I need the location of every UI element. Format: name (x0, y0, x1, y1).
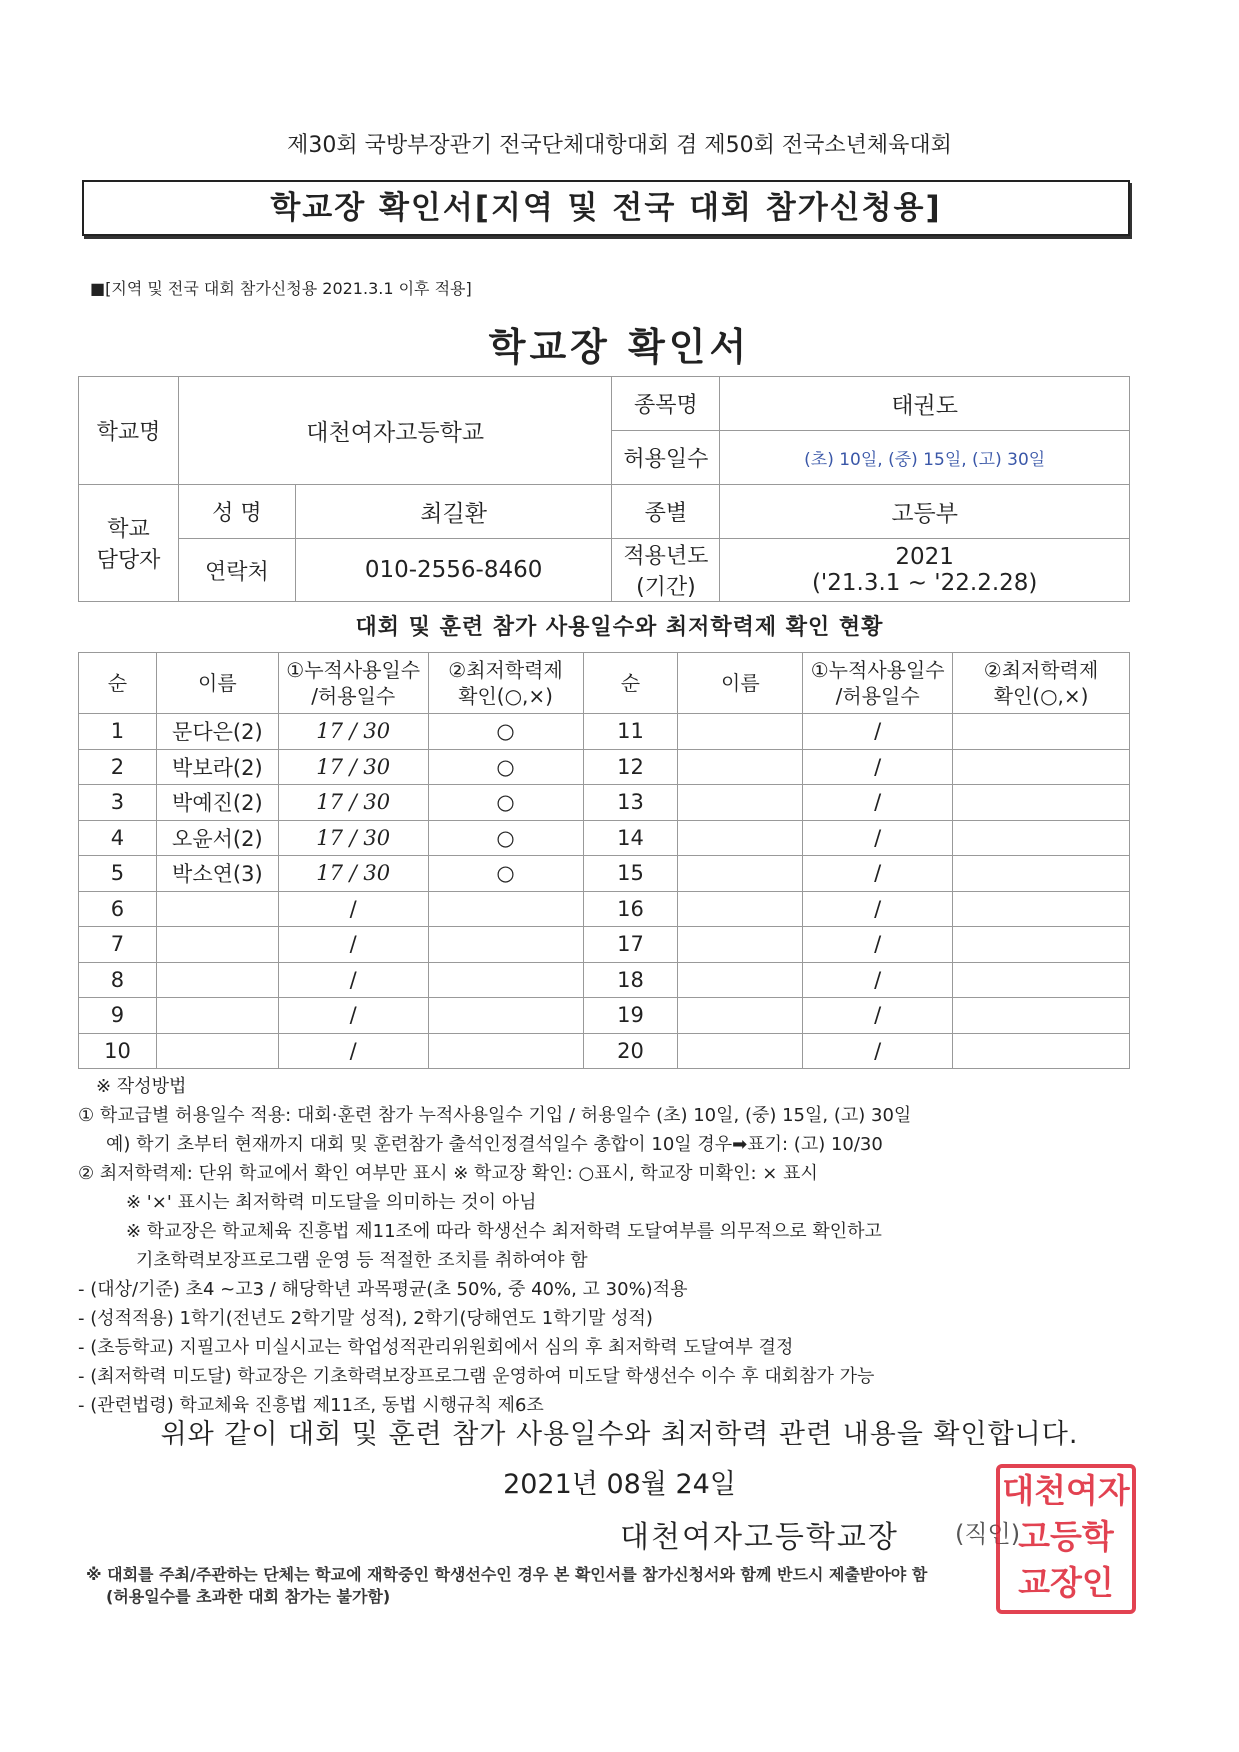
days-used: 17 / 30 (278, 820, 428, 856)
row-number: 20 (583, 1033, 678, 1069)
student-name (678, 820, 803, 856)
allowed-value: (초) 10일, (중) 15일, (고) 30일 (720, 431, 1130, 485)
manager-label (79, 485, 179, 602)
days-used: / (803, 1033, 953, 1069)
student-name (678, 927, 803, 963)
academic-check (953, 927, 1130, 963)
student-name (678, 785, 803, 821)
header-name: 이름 (156, 653, 278, 714)
period-value (720, 539, 1130, 602)
academic-check (428, 998, 583, 1034)
status-table (78, 652, 1130, 1069)
student-name: 문다은(2) (156, 714, 278, 750)
seal-line: 교장인 (1018, 1563, 1114, 1602)
row-number: 2 (79, 749, 157, 785)
info-table (78, 376, 1130, 602)
days-used: / (278, 962, 428, 998)
apply-note: ■[지역 및 전국 대회 참가신청용 2021.3.1 이후 적용] (90, 279, 472, 298)
table-row (79, 714, 1130, 750)
seal-line: 고등학 (1018, 1517, 1114, 1556)
student-name: 박예진(2) (156, 785, 278, 821)
allowed-label: 허용일수 (612, 431, 720, 485)
days-used: / (803, 749, 953, 785)
student-name (678, 749, 803, 785)
days-used: / (803, 785, 953, 821)
academic-check (953, 820, 1130, 856)
student-name (156, 998, 278, 1034)
academic-check (953, 891, 1130, 927)
table-row (79, 998, 1130, 1034)
category-value: 고등부 (720, 485, 1130, 539)
student-name (678, 962, 803, 998)
days-used: / (803, 714, 953, 750)
row-number: 12 (583, 749, 678, 785)
academic-check: ○ (428, 749, 583, 785)
student-name (156, 1033, 278, 1069)
instruction-line: - (관련법령) 학교체육 진흥법 제11조, 동법 시행규칙 제6조 (78, 1395, 544, 1416)
manager-label-1: 학교 (107, 517, 150, 542)
student-name: 오윤서(2) (156, 820, 278, 856)
sport-label: 종목명 (612, 377, 720, 431)
table-row (79, 749, 1130, 785)
student-name (678, 714, 803, 750)
table-row (79, 1033, 1130, 1069)
days-used: / (803, 927, 953, 963)
days-used: / (803, 998, 953, 1034)
table-row (79, 927, 1130, 963)
principal-name: 대천여자고등학교장 (620, 1520, 899, 1555)
seal-line: 대천여자 (1002, 1471, 1130, 1510)
doc-title: 학교장 확인서 (488, 325, 751, 369)
table-row (79, 785, 1130, 821)
row-number: 8 (79, 962, 157, 998)
category-label: 종별 (612, 485, 720, 539)
days-used: / (803, 962, 953, 998)
row-number: 3 (79, 785, 157, 821)
row-number: 11 (583, 714, 678, 750)
academic-check (953, 998, 1130, 1034)
header-no: 순 (79, 653, 157, 714)
academic-check (953, 785, 1130, 821)
row-number: 6 (79, 891, 157, 927)
instruction-line: - (초등학교) 지필고사 미실시교는 학업성적관리위원회에서 심의 후 최저학력 도달여부 결정 (78, 1337, 794, 1358)
student-name (156, 891, 278, 927)
header-box-title: 학교장 확인서[지역 및 전국 대회 참가신청용] (270, 190, 942, 226)
days-used: / (803, 856, 953, 892)
academic-check (953, 962, 1130, 998)
row-number: 14 (583, 820, 678, 856)
row-number: 4 (79, 820, 157, 856)
instruction-line: ※ 학교장은 학교체육 진흥법 제11조에 따라 학생선수 최저학력 도달여부를 의무적으로 확인하고 (126, 1221, 882, 1242)
instruction-line: - (성적적용) 1학기(전년도 2학기말 성적), 2학기(당해연도 1학기말 성적) (78, 1308, 653, 1329)
school-label: 학교명 (79, 377, 179, 485)
year-value: 2021 (895, 544, 954, 570)
table-row (79, 962, 1130, 998)
academic-check (953, 749, 1130, 785)
header-check-2: ②최저학력제 확인(○,×) (953, 653, 1130, 714)
seal-mark: (직인) (955, 1520, 1021, 1548)
row-number: 5 (79, 856, 157, 892)
row-number: 19 (583, 998, 678, 1034)
row-number: 10 (79, 1033, 157, 1069)
days-used: / (278, 998, 428, 1034)
instruction-line: - (최저학력 미도달) 학교장은 기초학력보장프로그램 운영하여 미도달 학생선수 이수 후 대회참가 가능 (78, 1366, 875, 1387)
table-row (79, 856, 1130, 892)
student-name (678, 1033, 803, 1069)
instruction-line: ※ '×' 표시는 최저학력 미도달을 의미하는 것이 아님 (126, 1192, 537, 1213)
table-row (79, 820, 1130, 856)
manager-label-2: 담당자 (96, 548, 161, 573)
instruction-line: 예) 학기 초부터 현재까지 대회 및 훈련참가 출석인정결석일수 총합이 10일 경우➡표기: (고) 10/30 (106, 1134, 883, 1155)
academic-check (953, 856, 1130, 892)
academic-check (428, 891, 583, 927)
days-used: / (803, 820, 953, 856)
academic-check: ○ (428, 856, 583, 892)
row-number: 9 (79, 998, 157, 1034)
period-label (612, 539, 720, 602)
days-used: 17 / 30 (278, 856, 428, 892)
contact-value: 010-2556-8460 (295, 539, 612, 602)
sport-value: 태권도 (720, 377, 1130, 431)
student-name (156, 927, 278, 963)
student-name (678, 891, 803, 927)
academic-check (428, 1033, 583, 1069)
header-days-2: ①누적사용일수 /허용일수 (803, 653, 953, 714)
instruction-line: 기초학력보장프로그램 운영 등 적절한 조치를 취하여야 함 (136, 1250, 588, 1271)
contact-label: 연락처 (178, 539, 295, 602)
row-number: 17 (583, 927, 678, 963)
academic-check (428, 927, 583, 963)
student-name (678, 998, 803, 1034)
academic-check (953, 1033, 1130, 1069)
academic-check: ○ (428, 820, 583, 856)
table-row (79, 891, 1130, 927)
school-name: 대천여자고등학교 (178, 377, 612, 485)
header-days: ①누적사용일수 /허용일수 (278, 653, 428, 714)
issue-date: 2021년 08월 24일 (503, 1469, 736, 1500)
row-number: 16 (583, 891, 678, 927)
period-label-2: (기간) (636, 575, 696, 600)
row-number: 13 (583, 785, 678, 821)
status-title: 대회 및 훈련 참가 사용일수와 최저학력제 확인 현황 (355, 615, 884, 640)
days-used: / (803, 891, 953, 927)
manager-name: 최길환 (295, 485, 612, 539)
row-number: 7 (79, 927, 157, 963)
row-number: 18 (583, 962, 678, 998)
header-box (82, 180, 1130, 236)
footnote (86, 1564, 927, 1608)
instruction-line: ① 학교급별 허용일수 적용: 대회·훈련 참가 누적사용일수 기입 / 허용일수 (초) 10일, (중) 15일, (고) 30일 (78, 1105, 912, 1126)
confirm-statement: 위와 같이 대회 및 훈련 참가 사용일수와 최저학력 관련 내용을 확인합니다. (160, 1419, 1079, 1450)
student-name (678, 856, 803, 892)
row-number: 15 (583, 856, 678, 892)
days-used: 17 / 30 (278, 785, 428, 821)
days-used: / (278, 927, 428, 963)
instruction-heading: ※ 작성방법 (96, 1076, 187, 1097)
student-name: 박소연(3) (156, 856, 278, 892)
period-range: ('21.3.1 ~ '22.2.28) (811, 570, 1038, 596)
row-number: 1 (79, 714, 157, 750)
academic-check: ○ (428, 785, 583, 821)
header-check: ②최저학력제 확인(○,×) (428, 653, 583, 714)
instruction-line: - (대상/기준) 초4 ~고3 / 해당학년 과목평균(초 50%, 중 40%, 고 30%)적용 (78, 1279, 688, 1300)
header-no-2: 순 (583, 653, 678, 714)
instruction-line: ② 최저학력제: 단위 학교에서 확인 여부만 표시 ※ 학교장 확인: ○표시, 학교장 미확인: × 표시 (78, 1163, 818, 1184)
student-name (156, 962, 278, 998)
period-label-1: 적용년도 (623, 544, 709, 569)
days-used: 17 / 30 (278, 749, 428, 785)
footnote-line: ※ 대회를 주최/주관하는 단체는 학교에 재학중인 학생선수인 경우 본 확인서를 참가신청서와 함께 반드시 제출받아야 함 (86, 1565, 928, 1584)
days-used: 17 / 30 (278, 714, 428, 750)
instructions (78, 1072, 1138, 1420)
footnote-line: (허용일수를 초과한 대회 참가는 불가함) (106, 1587, 391, 1606)
official-seal-icon (996, 1464, 1136, 1614)
name-label: 성 명 (178, 485, 295, 539)
header-name-2: 이름 (678, 653, 803, 714)
days-used: / (278, 891, 428, 927)
days-used: / (278, 1033, 428, 1069)
student-name: 박보라(2) (156, 749, 278, 785)
academic-check (953, 714, 1130, 750)
academic-check (428, 962, 583, 998)
event-title: 제30회 국방부장관기 전국단체대항대회 겸 제50회 전국소년체육대회 (287, 133, 952, 158)
academic-check: ○ (428, 714, 583, 750)
